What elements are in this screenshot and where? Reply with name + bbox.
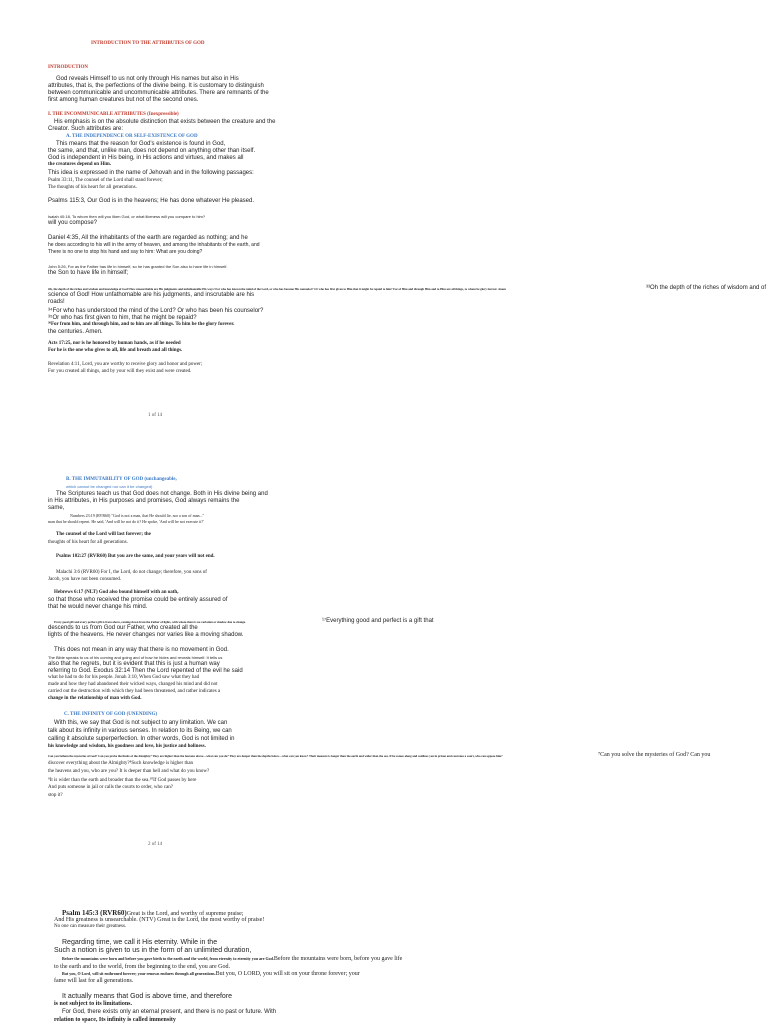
subsection-heading: B. THE IMMUTABILITY OF GOD (unchangeable, [66,477,177,482]
verse: And puts someone in jail or calls the courts to order, who can? [48,785,173,790]
intro-line: God reveals Himself to us not only through His names but also in His [56,76,239,82]
verse: John 5:26, For as the Father has life in himself, so he has granted the Son also to have life in himself. [48,264,228,269]
verse: And His greatness is unsearchable. (NTV) Great is the Lord, the most worthy of praise! [54,917,265,923]
verse-bold: For he is the one who gives to all, life and breath and all things. [48,348,183,353]
verse: the Son to have life in himself; [48,270,129,276]
verse: Jacob, you have not been consumed. [48,577,122,582]
verse: that he would never change his mind. [48,604,148,610]
verse: what he had to do for his people. Jonah 3:10, When God saw what they had [48,675,200,680]
verse: made and how they had abandoned their wicked ways, changed his mind and did not [48,682,218,687]
verse: science of God! How unfathomable are his judgments, and inscrutable are his [48,292,255,298]
verse: Isaiah 40:18, To whom then will you liken God, or what likeness will you compare to him? [48,214,206,219]
verse: ³⁵Or who has first given to him, that he might be repaid? [48,315,197,321]
body-line: This idea is expressed in the name of Jehovah and in the following passages: [48,170,254,176]
body-bold: the creatures depend on Him. [48,162,112,167]
section-text: His emphasis is on the absolute distinction that exists between the creature and the [54,119,276,125]
body-line: referring to God. Exodus 32:14 Then the Lord repented of the evil he said [48,668,243,674]
body-line: This does not mean in any way that there is no movement in God. [54,647,229,653]
body-line-small: The Bible speaks to us of his coming and going and of how he hides and reveals himself. It tells us [48,655,223,660]
verse: lights of the heavens. He never changes nor varies like a moving shadow. [48,632,244,638]
verse: ⁷Can you solve the mysteries of God? Can you [598,752,711,758]
body-line: The Scriptures teach us that God does not change. Both in His divine being and [56,491,268,497]
verse: For you created all things, and by your will they exist and were created. [48,369,192,374]
verse-bold: The counsel of the Lord will last forever; the [56,532,151,537]
body-bold: is not subject to its limitations. [54,1001,132,1007]
verse: ¹⁷Everything good and perfect is a gift that [322,618,434,624]
verse-tiny: Oh, the depth of the riches and wisdom and knowledge of God! How unsearchable are His judgments and unfathomable His ways! For who has known the mind of the Lord, or who has become His counselor? Or who has first given to Him that it might be repaid to him? For of Him and through Him and to Him are all things, to whom be glory forever. Amen. [48,287,507,291]
subsection-subtitle: which cannot be changed nor can it be changed) [66,484,153,489]
verse: discover everything about the Almighty?⁸Such knowledge is higher than [48,761,194,766]
verse: will you compose? [48,220,98,226]
body-line: With this, we say that God is not subject to any limitation. We can [54,720,228,726]
verse-line [62,909,244,917]
verse: Psalms 115:3, Our God is in the heavens; He has done whatever He pleased. [48,198,255,204]
intro-line: attributes, that is, the perfections of the divine being. It is customary to distinguish [48,83,264,89]
body-line: calling it absolute superperfection. In other words, God is not limited in [48,736,235,742]
body-line: the same, and that, unlike man, does not depend on anything other than itself. [48,148,256,154]
verse: ³³Oh the depth of the riches of wisdom and of [646,285,767,291]
verse: carried out the destruction with which they had been threatened, and rather indicates a [48,689,221,694]
body-line: God is independent in His being, in His actions and virtues, and makes all [48,155,244,161]
verse-bold: Acts 17:25, nor is he honored by human hands, as if he needed [48,341,181,346]
verse: the heavens and you, who are you? It is deeper than hell and what do you know? [48,769,210,774]
body-bold: his knowledge and wisdom, his goodness and love, his justice and holiness. [48,744,206,749]
body-line: in His attributes, in His purposes and promises, God always remains the [48,498,240,504]
verse-tiny: Before the mountains were born and before you gave birth to the earth and the world, from eternity to eternity you are God. [62,956,274,961]
body-bold: relation to space, Its infinity is called immensity [54,1017,176,1023]
body-line: This means that the reason for God's existence is found in God, [56,141,226,147]
subsection-heading: C. THE INFINITY OF GOD (UNENDING) [64,712,158,717]
verse-reference: Psalm 145:3 (RVR60) [62,909,127,917]
body-line: It actually means that God is above time, and therefore [62,993,233,1000]
verse: he does according to his will in the army of heaven, and among the inhabitants of the earth, and [48,242,260,248]
intro-line: first among human creatures but not of the second ones. [48,97,199,103]
body-line: also that he regrets, but it is evident that this is just a human way [48,661,220,667]
verse-text: But you, O LORD, you will sit on your throne forever; your [215,971,360,977]
verse-text: Great is the Lord, and worthy of supreme praise; [126,911,244,917]
page-number: 2 of 14 [148,842,163,847]
verse: descends to us from God our Father, who created all the [48,625,198,631]
body-line: Such a notion is given to us in the form of an unlimited duration, [54,947,252,954]
verse: There is no one to stop his hand and say to him: What are you doing? [48,249,203,255]
verse: so that those who received the promise could be entirely assured of [48,597,228,603]
section-heading: I. THE INCOMMUNICABLE ATTRIBUTES (Inexpressible) [48,112,179,117]
body-bold: change in the relationship of man with God. [48,696,142,701]
verse: to the earth and to the world, from the beginning to the end, you are God. [54,964,230,970]
body-line: Regarding time, we call it His eternity. While in the [62,939,218,946]
verse: Numbers 23:19 (RVR60) "God is not a man, that He should lie, nor a son of man..." [70,513,205,518]
verse: thoughts of his heart for all generations. [48,540,128,545]
verse: The thoughts of his heart for all generations. [48,185,137,190]
verse-tiny: But you, O Lord, will sit enthroned forever; your renown endures through all generations. [62,971,216,976]
verse-tiny: Can you fathom the mysteries of God? Can you probe the limits of the Almighty? They are higher than the heavens above—what can you do? They are deeper than the depths below—what can you know? Their measure is longer than the earth and wider than the sea. If he comes along and confines you in prison and convenes a court, who can oppose him? [48,754,503,758]
verse: stop it? [48,793,63,798]
document-title: INTRODUCTION TO THE ATTRIBUTES OF GOD [91,41,205,46]
verse: No one can measure their greatness. [54,924,127,929]
verse-line [62,956,402,962]
body-line: For God, there exists only an eternal present, and there is no past or future. With [62,1009,277,1015]
section-text: Creator. Such attributes are: [48,126,124,132]
verse: man that he should repent. He said, 'And will he not do it? He spoke, 'And will he not execute it?' [48,519,204,524]
page-1 [0,0,768,430]
page-3 [0,860,768,1024]
intro-heading: INTRODUCTION [48,65,89,70]
verse: ³⁴For who has understood the mind of the Lord? Or who has been his counselor? [48,308,264,314]
verse-text: Before the mountains were born, before you gave life [273,956,403,962]
page-number: 1 of 14 [148,413,163,418]
verse: fame will last for all generations. [54,978,134,984]
verse: Psalm 33:11, The counsel of the Lord shall stand forever; [48,178,163,183]
verse: ⁹It is wider than the earth and broader than the sea.¹⁰If God passes by here [48,778,197,783]
intro-line: between communicable and uncommunicable attributes. There are remnants of the [48,90,269,96]
subsection-heading: A. THE INDEPENDENCE OR SELF-EXISTENCE OF GOD [66,134,198,139]
body-line: same, [48,505,65,511]
verse: the centuries. Amen. [48,329,103,335]
verse-line [62,971,360,977]
verse-bold: ³⁶For from him, and through him, and to him are all things. To him be the glory forever. [48,322,235,327]
body-line: talk about its infinity in various senses. In relation to its Being, we can [48,728,232,734]
verse: roads! [48,299,65,305]
verse-tiny: Every good gift and every perfect gift is from above, coming down from the Father of lights, with whom there is no variation or shadow due to change. [54,620,246,624]
verse: Revelation 4:11, Lord, you are worthy to receive glory and honor and power; [48,362,203,367]
verse-bold: Psalms 102:27 (RVR60) But you are the same, and your years will not end. [56,554,215,559]
verse: Daniel 4:35, All the inhabitants of the earth are regarded as nothing; and he [48,235,248,241]
verse-bold: Hebrews 6:17 (NLT) God also bound himself with an oath, [54,590,179,595]
verse: Malachi 3:6 (RVR60) For I, the Lord, do not change; therefore, you sons of [56,570,207,575]
page-2 [0,430,768,860]
